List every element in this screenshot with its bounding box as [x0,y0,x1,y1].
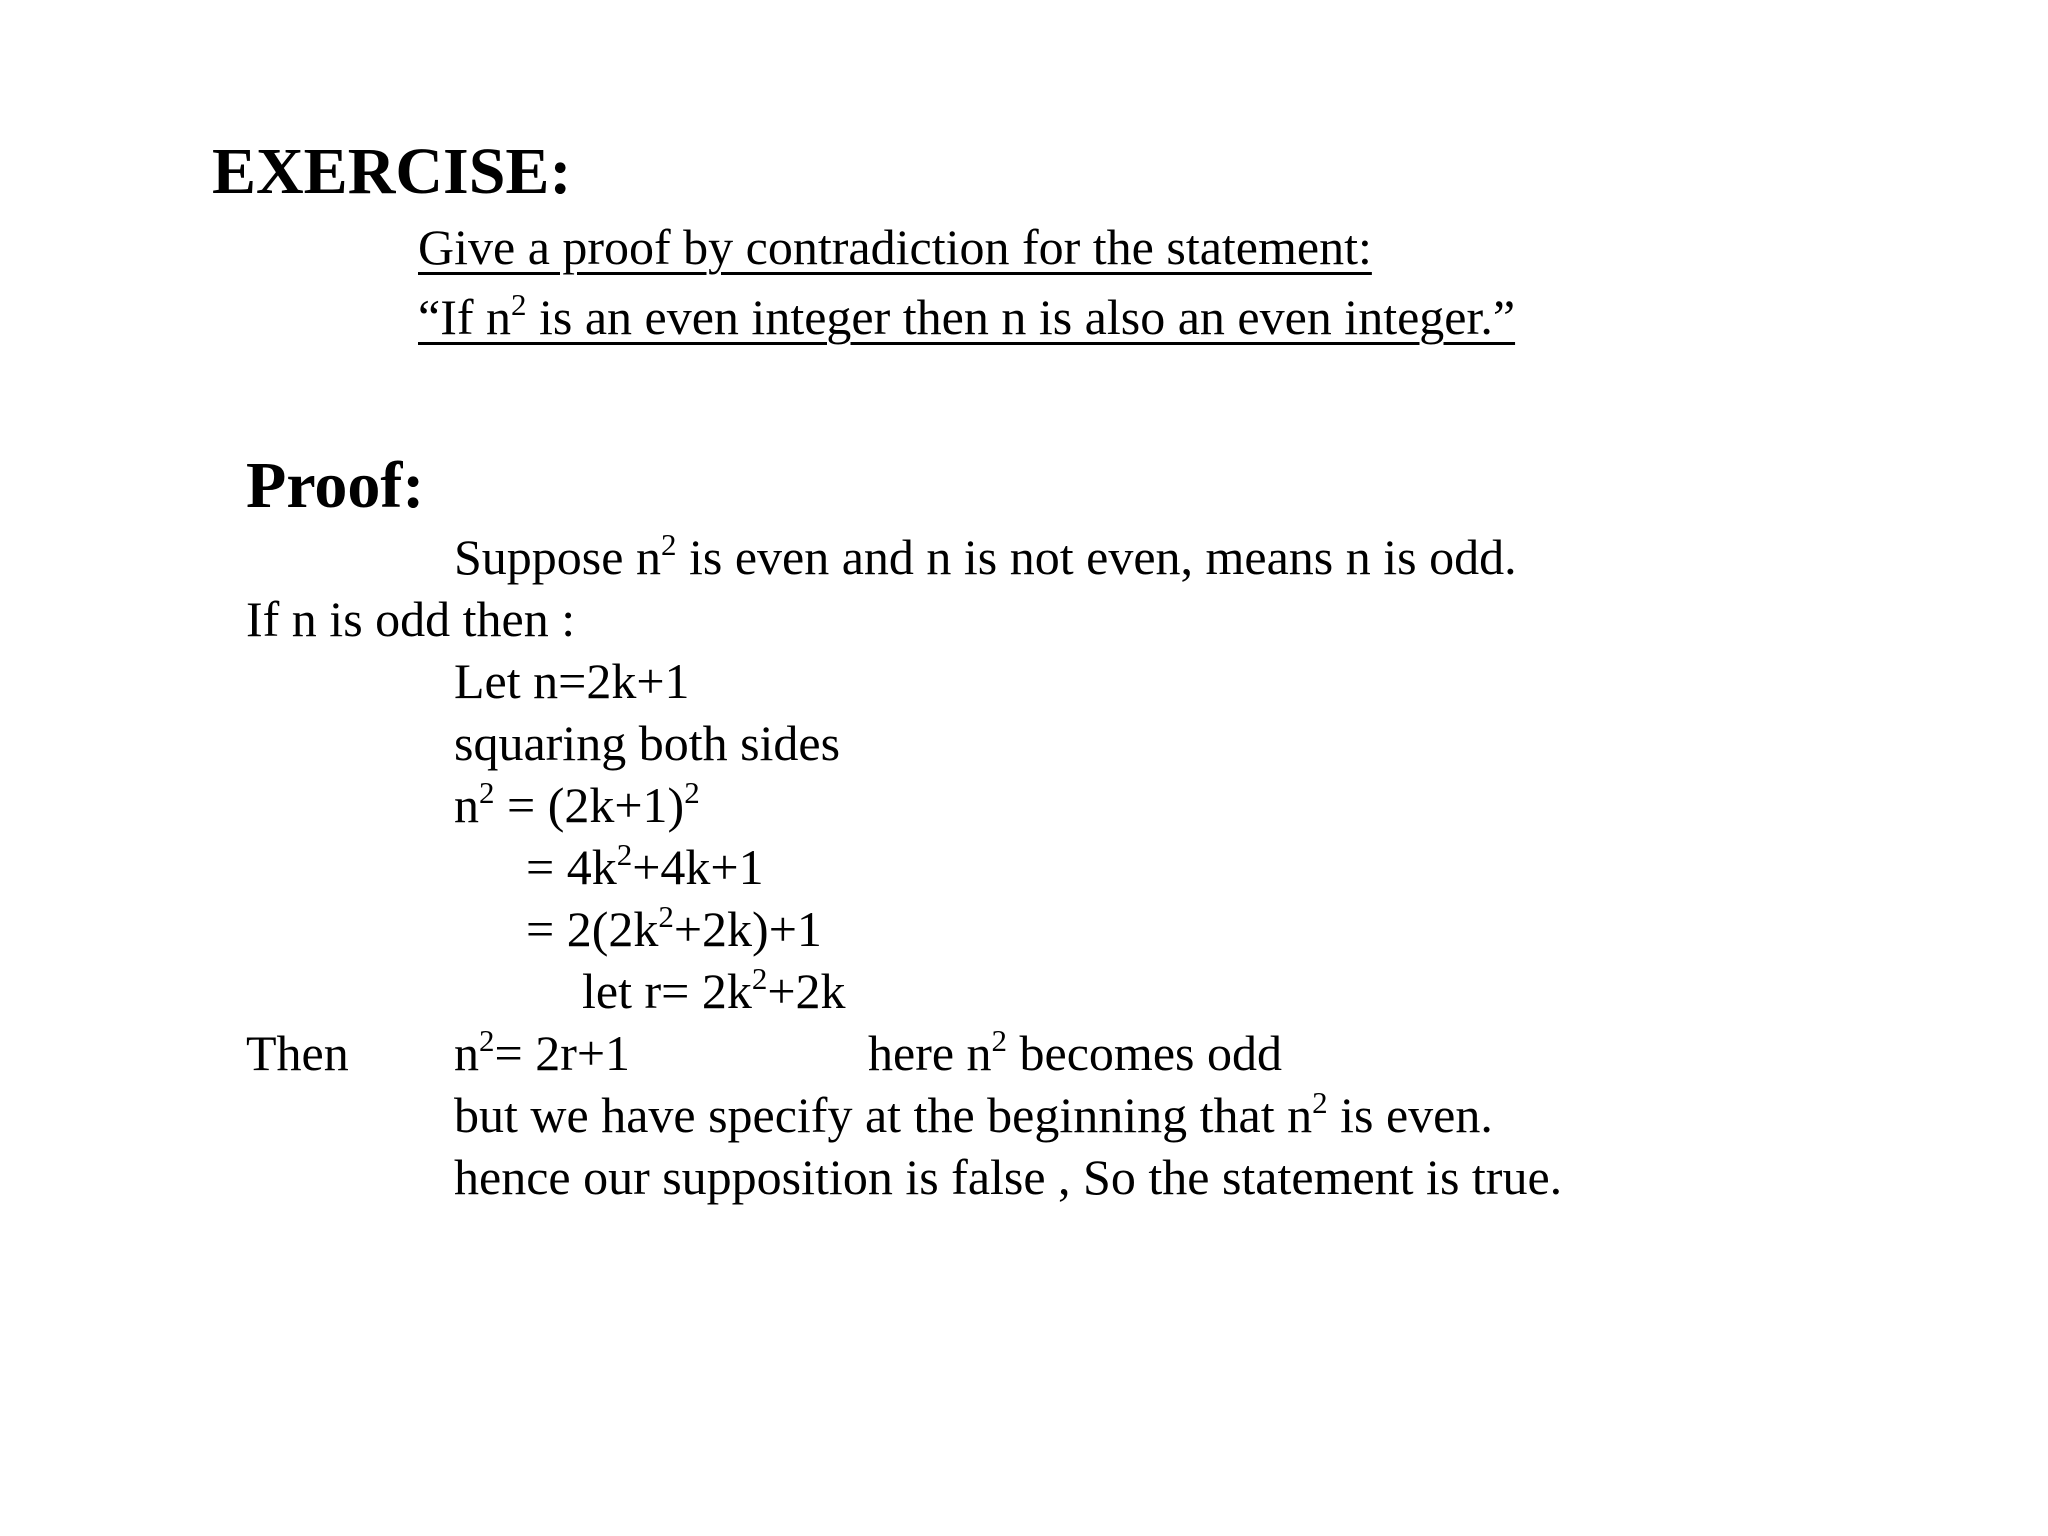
suppose-superscript: 2 [660,526,677,562]
proof-conclusion-line: hence our supposition is false , So the statement is true. [454,1149,1563,1205]
proof-equation-3 [526,900,822,958]
proof-suppose-line [454,528,1517,586]
but-b: is even. [1327,1087,1493,1143]
but-superscript: 2 [1312,1084,1328,1120]
eq2-b: +4k+1 [632,839,764,895]
eq1-superscript-1: 2 [479,774,495,810]
here-b: becomes odd [1007,1025,1282,1081]
n2r-superscript: 2 [479,1022,495,1058]
eq1-a: n [454,777,479,833]
eq1-superscript-2: 2 [684,774,700,810]
proof-here-odd-note [868,1024,1282,1082]
proof-equation-2 [526,838,764,896]
proof-n2-equals-2r1 [454,1024,630,1082]
statement-text-pre: “If n [418,289,511,345]
letr-a: let r= 2k [582,963,752,1019]
eq3-b: +2k)+1 [673,901,822,957]
proof-then-label: Then [246,1025,349,1081]
proof-squaring-line: squaring both sides [454,715,841,771]
here-a: here n [868,1025,992,1081]
n2r-a: n [454,1025,479,1081]
eq3-superscript: 2 [658,898,674,934]
but-a: but we have specify at the beginning that n [454,1087,1313,1143]
suppose-post: is even and n is not even, means n is odd. [676,529,1517,585]
exercise-statement-line-1: Give a proof by contradiction for the statement: [418,219,1372,275]
proof-let-r-line [582,962,846,1020]
n2r-b: = 2r+1 [494,1025,631,1081]
eq2-superscript: 2 [616,836,633,872]
proof-equation-1 [454,776,700,834]
proof-let-n-line: Let n=2k+1 [454,653,690,709]
eq3-a: = 2(2k [526,901,659,957]
proof-if-odd-line: If n is odd then : [246,591,576,647]
letr-b: +2k [767,963,846,1019]
here-superscript: 2 [991,1022,1008,1058]
proof-but-line [454,1086,1493,1144]
eq1-b: = (2k+1) [494,777,685,833]
eq2-a: = 4k [526,839,617,895]
exercise-heading: EXERCISE: [212,135,572,208]
letr-superscript: 2 [751,960,768,996]
exercise-statement-line-2 [418,288,1515,346]
proof-heading: Proof: [246,449,425,522]
statement-superscript: 2 [511,286,527,322]
statement-text-post: is an even integer then n is also an even integer.” [526,289,1516,345]
suppose-pre: Suppose n [454,529,661,585]
